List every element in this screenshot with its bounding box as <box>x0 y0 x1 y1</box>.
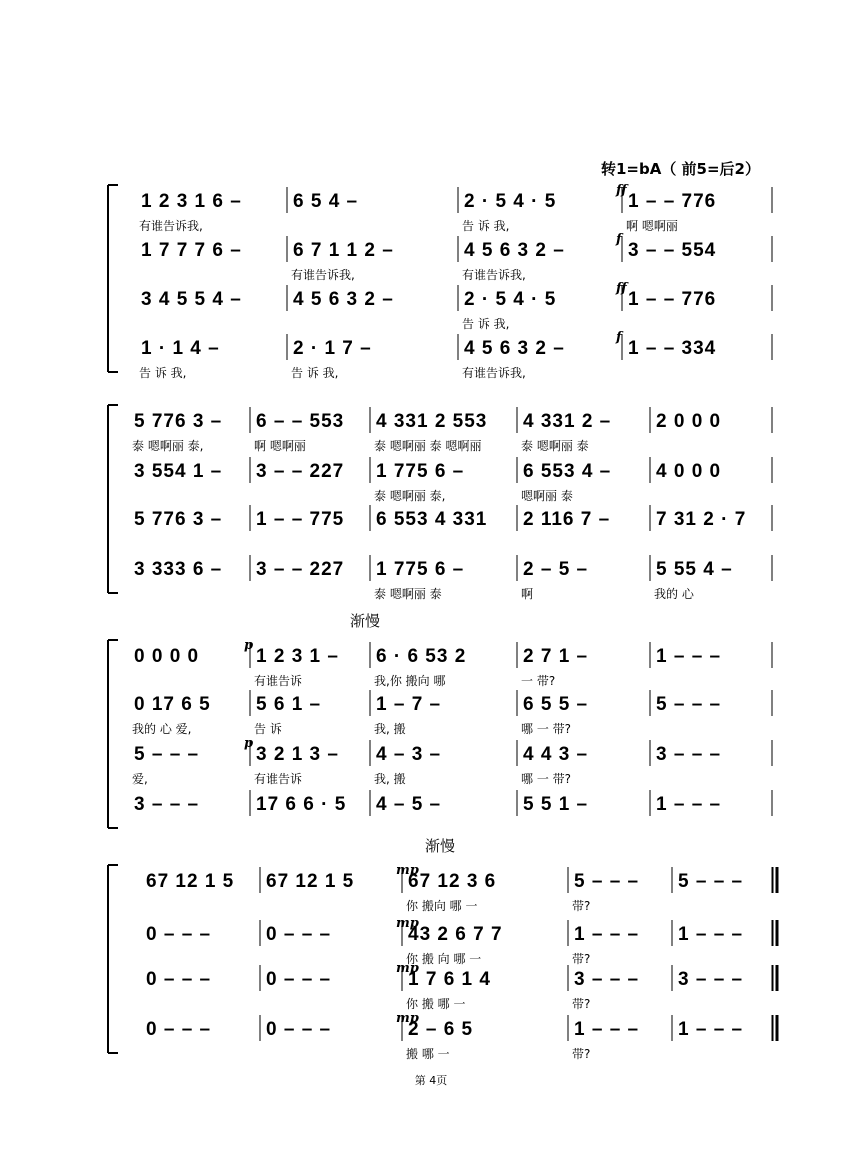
measure-notes: 3 333 6 – <box>134 559 223 580</box>
measure-notes: 5 – – – <box>678 871 744 892</box>
measure-notes: 4 331 2 553 <box>376 411 488 432</box>
measure-notes: 1 · 1 4 – <box>141 338 220 359</box>
lyric-text: 有谁告诉 <box>254 772 303 786</box>
lyric-text: 我的 心 <box>654 587 694 601</box>
tempo-marking: 渐慢 <box>425 837 456 855</box>
measure-notes: 5 5 1 – <box>523 794 589 815</box>
lyric-text: 你 搬 哪 一 <box>406 997 466 1011</box>
measure-notes: 5 776 3 – <box>134 509 223 530</box>
measure-notes: 67 12 1 5 <box>266 871 355 892</box>
measure-notes: 3 – – 554 <box>628 240 717 261</box>
lyric-text: 啊 <box>521 587 534 601</box>
measure-notes: 4 5 6 3 2 – <box>464 240 565 261</box>
measure-notes: 17 6 6 · 5 <box>256 794 347 815</box>
lyric-text: 告 诉 我, <box>462 317 510 331</box>
measure-notes: 5 776 3 – <box>134 411 223 432</box>
measure-notes: 1 2 3 1 6 – <box>141 191 242 212</box>
lyric-text: 一 带? <box>521 674 556 688</box>
measure-notes: 1 – – 775 <box>256 509 345 530</box>
measure-notes: 2 0 0 0 <box>656 411 722 432</box>
measure-notes: 1 – – 334 <box>628 338 717 359</box>
measure-notes: 1 7 7 7 6 – <box>141 240 242 261</box>
lyric-text: 告 诉 <box>254 722 282 736</box>
lyric-text: 我,你 搬向 哪 <box>374 674 446 688</box>
measure-notes: 2 – 6 5 <box>408 1019 474 1040</box>
measure-notes: 0 – – – <box>146 924 212 945</box>
measure-notes: 1 775 6 – <box>376 559 465 580</box>
measure-notes: 67 12 3 6 <box>408 871 497 892</box>
measure-notes: 7 31 2 · 7 <box>656 509 747 530</box>
lyric-text: 哪 一 带? <box>521 772 571 786</box>
measure-notes: 2 – 5 – <box>523 559 589 580</box>
lyric-text: 我的 心 爱, <box>132 722 192 736</box>
measure-notes: 3 – – 227 <box>256 461 345 482</box>
dynamic-marking: f <box>616 232 622 247</box>
tempo-marking: 渐慢 <box>350 612 381 630</box>
lyric-text: 哪 一 带? <box>521 722 571 736</box>
dynamic-marking: p <box>244 638 254 653</box>
measure-notes: 5 6 1 – <box>256 694 322 715</box>
key-change-label: 转1=bA（ 前5=后2） <box>600 160 760 178</box>
measure-notes: 6 7 1 1 2 – <box>293 240 394 261</box>
measure-notes: 67 12 1 5 <box>146 871 235 892</box>
measure-notes: 3 – – – <box>678 969 744 990</box>
measure-notes: 1 2 3 1 – <box>256 646 339 667</box>
measure-notes: 6 553 4 331 <box>376 509 488 530</box>
measure-notes: 1 – – 776 <box>628 191 717 212</box>
measure-notes: 1 – – – <box>678 924 744 945</box>
measure-notes: 0 – – – <box>266 969 332 990</box>
measure-notes: 2 · 1 7 – <box>293 338 372 359</box>
measure-notes: 5 55 4 – <box>656 559 733 580</box>
lyric-text: 有谁告诉我, <box>139 219 203 233</box>
measure-notes: 3 4 5 5 4 – <box>141 289 242 310</box>
lyric-text: 有谁告诉 <box>254 674 303 688</box>
lyric-text: 啊 嗯啊丽 <box>254 439 306 453</box>
measure-notes: 1 – – – <box>678 1019 744 1040</box>
lyric-text: 带? <box>572 1047 591 1061</box>
dynamic-marking: ff <box>616 183 627 198</box>
measure-notes: 2 7 1 – <box>523 646 589 667</box>
measure-notes: 5 – – – <box>134 744 200 765</box>
measure-notes: 0 – – – <box>146 969 212 990</box>
measure-notes: 5 – – – <box>656 694 722 715</box>
dynamic-marking: mp <box>396 863 419 878</box>
lyric-text: 有谁告诉我, <box>462 268 526 282</box>
lyric-text: 告 诉 我, <box>291 366 339 380</box>
measure-notes: 4 0 0 0 <box>656 461 722 482</box>
measure-notes: 0 0 0 0 <box>134 646 200 667</box>
measure-notes: 1 – 7 – <box>376 694 442 715</box>
measure-notes: 0 – – – <box>266 1019 332 1040</box>
lyric-text: 你 搬向 哪 一 <box>406 899 478 913</box>
measure-notes: 6 · 6 53 2 <box>376 646 467 667</box>
dynamic-marking: mp <box>396 1011 419 1026</box>
measure-notes: 1 – – – <box>574 924 640 945</box>
lyric-text: 泰 嗯啊丽 泰 <box>521 439 589 453</box>
lyric-text: 我, 搬 <box>374 772 406 786</box>
lyric-text: 有谁告诉我, <box>291 268 355 282</box>
measure-notes: 1 775 6 – <box>376 461 465 482</box>
measure-notes: 1 – – 776 <box>628 289 717 310</box>
measure-notes: 1 – – – <box>656 646 722 667</box>
dynamic-marking: mp <box>396 916 419 931</box>
measure-notes: 1 7 6 1 4 <box>408 969 491 990</box>
measure-notes: 3 554 1 – <box>134 461 223 482</box>
lyric-text: 泰 嗯啊丽 泰 <box>374 587 442 601</box>
measure-notes: 0 – – – <box>266 924 332 945</box>
dynamic-marking: ff <box>616 281 627 296</box>
measure-notes: 4 – 5 – <box>376 794 442 815</box>
lyric-text: 爱, <box>132 772 148 786</box>
dynamic-marking: f <box>616 330 622 345</box>
lyric-text: 你 搬 向 哪 一 <box>406 952 482 966</box>
dynamic-marking: p <box>244 736 254 751</box>
measure-notes: 4 5 6 3 2 – <box>464 338 565 359</box>
measure-notes: 4 – 3 – <box>376 744 442 765</box>
lyric-text: 嗯啊丽 泰 <box>521 489 573 503</box>
measure-notes: 6 – – 553 <box>256 411 345 432</box>
lyric-text: 我, 搬 <box>374 722 406 736</box>
measure-notes: 43 2 6 7 7 <box>408 924 503 945</box>
measure-notes: 5 – – – <box>574 871 640 892</box>
lyric-text: 有谁告诉我, <box>462 366 526 380</box>
measure-notes: 1 – – – <box>574 1019 640 1040</box>
measure-notes: 2 · 5 4 · 5 <box>464 289 557 310</box>
measure-notes: 2 · 5 4 · 5 <box>464 191 557 212</box>
measure-notes: 6 5 4 – <box>293 191 359 212</box>
dynamic-marking: mp <box>396 961 419 976</box>
lyric-text: 告 诉 我, <box>462 219 510 233</box>
lyric-text: 搬 哪 一 <box>406 1047 450 1061</box>
lyric-text: 带? <box>572 997 591 1011</box>
measure-notes: 4 4 3 – <box>523 744 589 765</box>
measure-notes: 3 – – 227 <box>256 559 345 580</box>
page-number: 第 4页 <box>414 1074 448 1087</box>
lyric-text: 告 诉 我, <box>139 366 187 380</box>
lyric-text: 带? <box>572 899 591 913</box>
lyric-text: 泰 嗯啊丽 泰 嗯啊丽 <box>374 439 482 453</box>
measure-notes: 2 116 7 – <box>523 509 611 530</box>
measure-notes: 4 331 2 – <box>523 411 612 432</box>
measure-notes: 0 – – – <box>146 1019 212 1040</box>
measure-notes: 3 – – – <box>134 794 200 815</box>
measure-notes: 3 – – – <box>656 744 722 765</box>
measure-notes: 6 5 5 – <box>523 694 589 715</box>
measure-notes: 1 – – – <box>656 794 722 815</box>
measure-notes: 3 – – – <box>574 969 640 990</box>
lyric-text: 泰 嗯啊丽 泰, <box>374 489 446 503</box>
measure-notes: 0 17 6 5 <box>134 694 211 715</box>
measure-notes: 3 2 1 3 – <box>256 744 339 765</box>
lyric-text: 啊 嗯啊丽 <box>626 219 678 233</box>
lyric-text: 带? <box>572 952 591 966</box>
measure-notes: 6 553 4 – <box>523 461 612 482</box>
lyric-text: 泰 嗯啊丽 泰, <box>132 439 204 453</box>
measure-notes: 4 5 6 3 2 – <box>293 289 394 310</box>
